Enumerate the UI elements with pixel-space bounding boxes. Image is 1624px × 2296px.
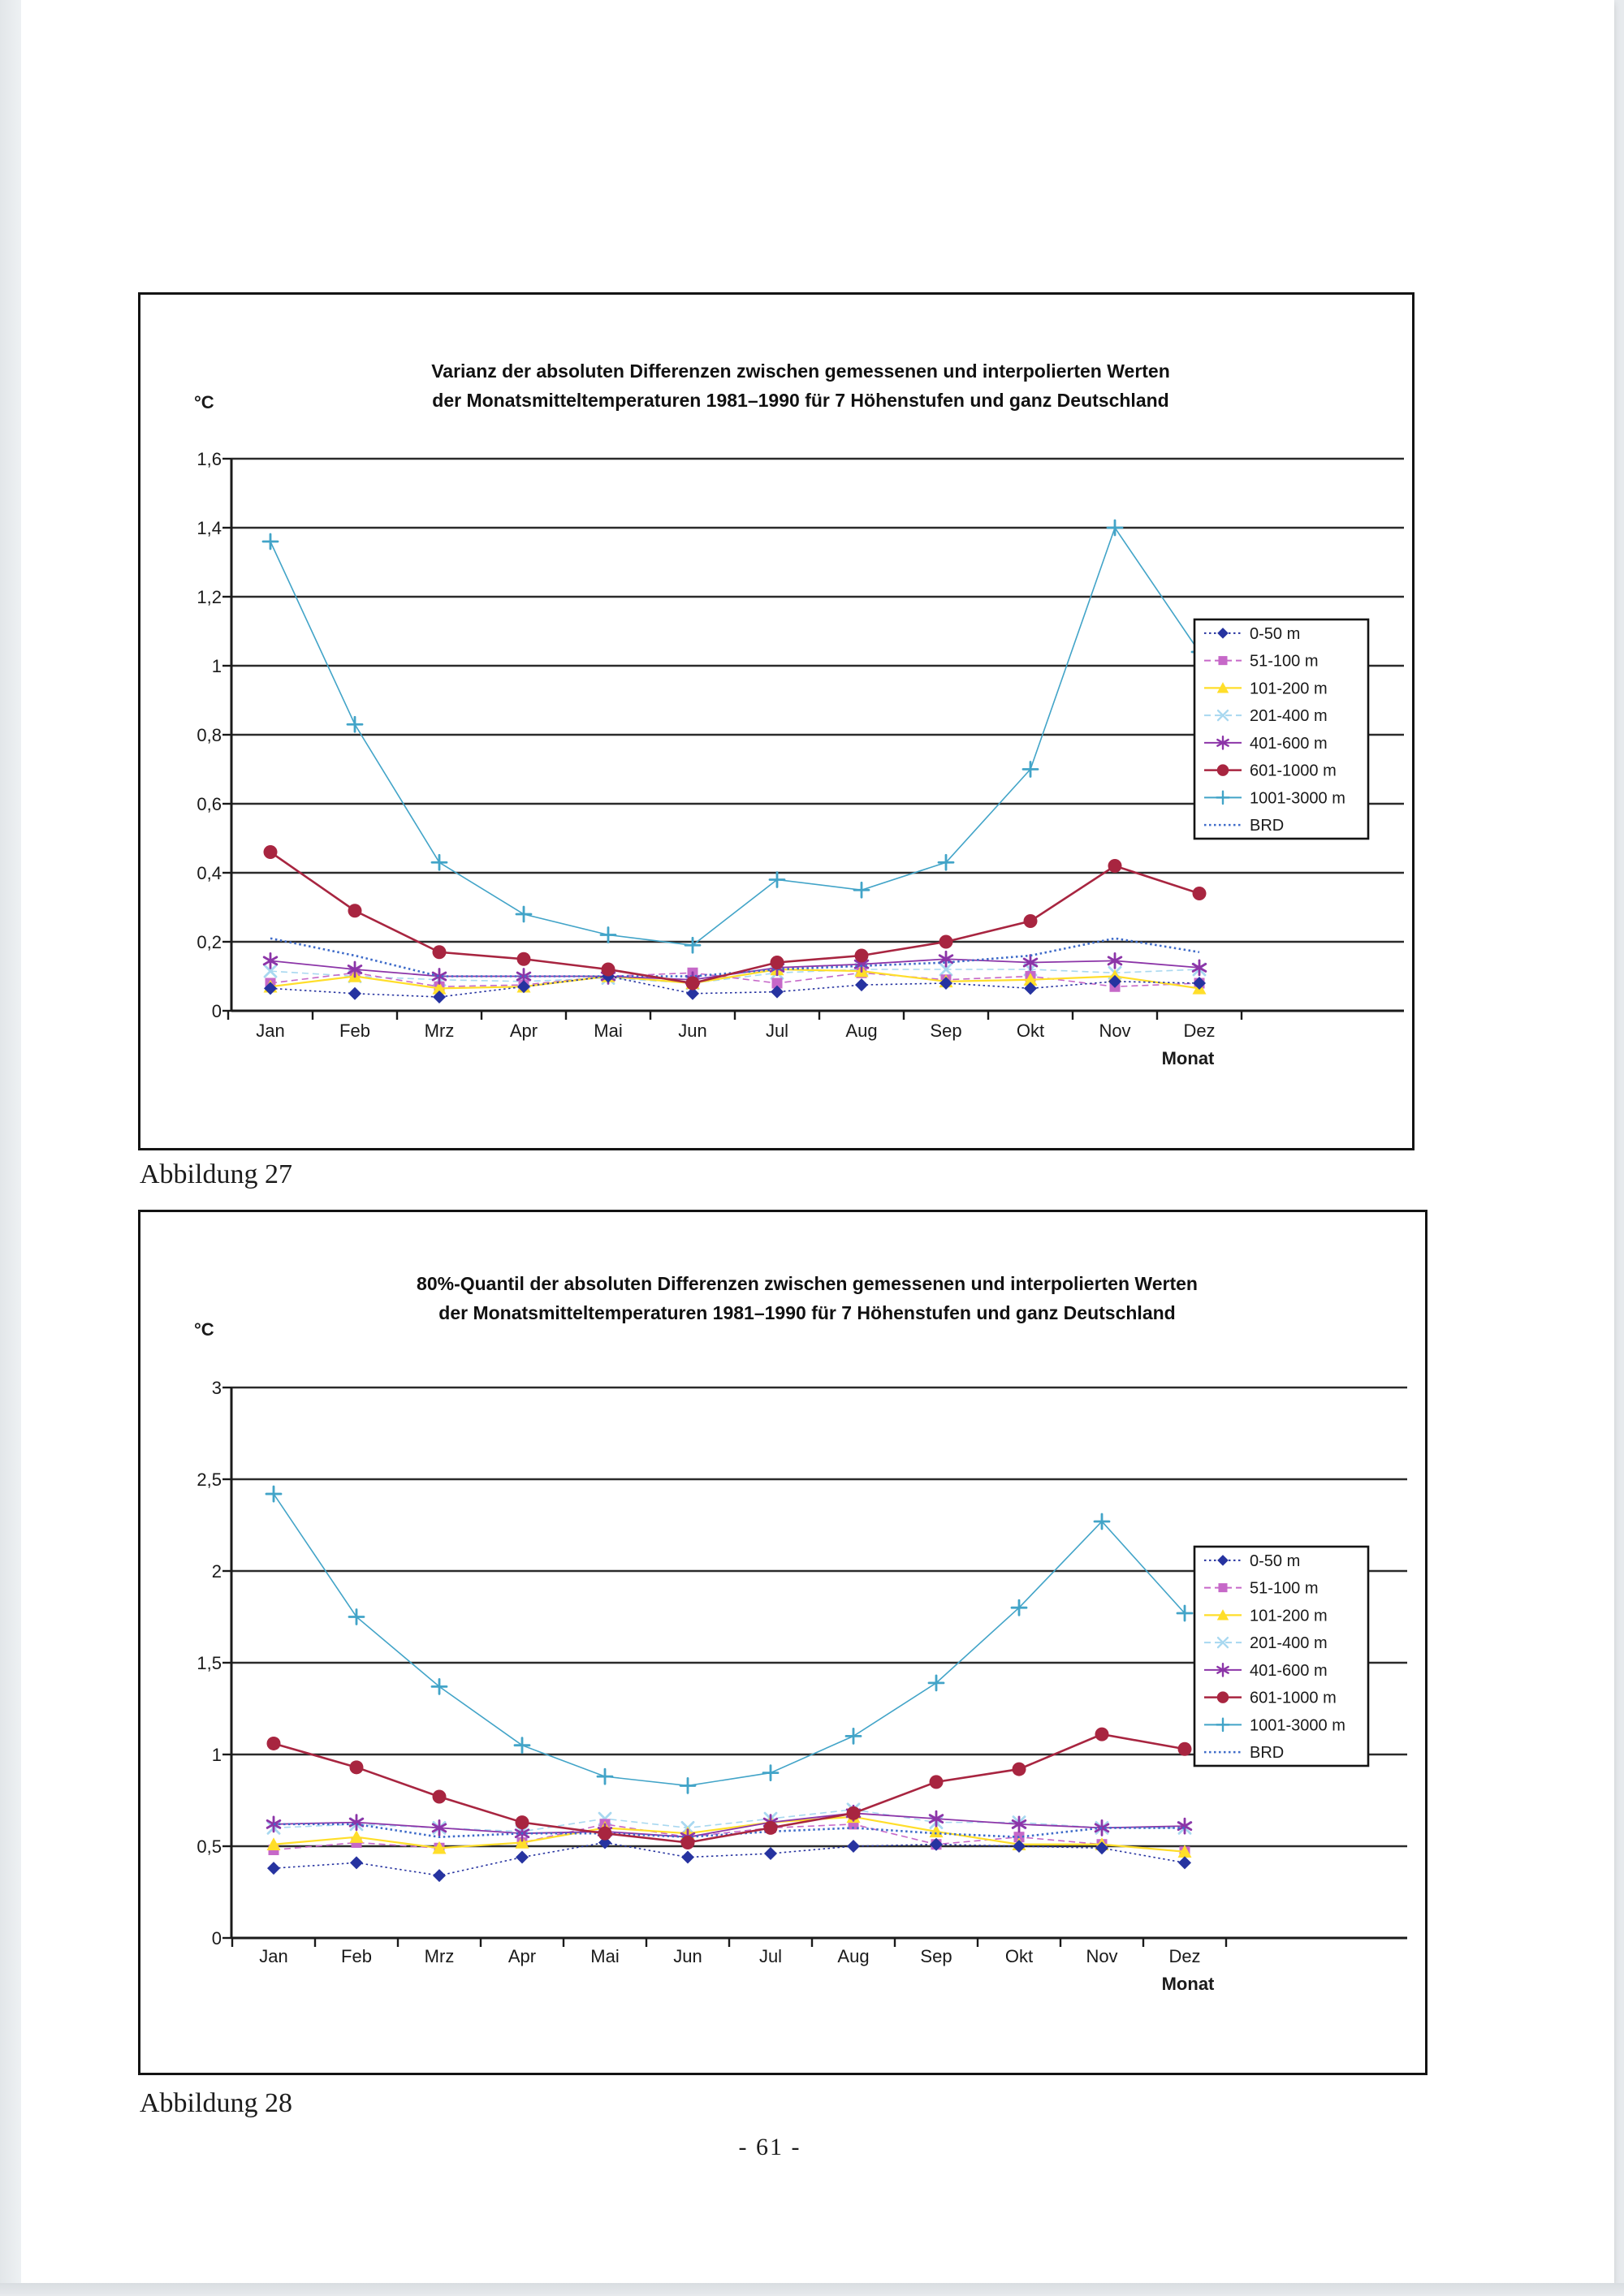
y-axis-unit: °C [194, 1319, 214, 1340]
legend-label: 51-100 m [1250, 1579, 1319, 1598]
x-tick-label: Mrz [424, 1946, 455, 1966]
y-tick-label: 2 [211, 1561, 222, 1582]
legend-label: 201-400 m [1250, 1634, 1328, 1653]
x-tick-label: Feb [339, 1021, 370, 1041]
x-tick-label: Dez [1168, 1946, 1201, 1966]
legend-label: BRD [1250, 817, 1285, 835]
y-tick-label: 1,4 [197, 518, 222, 538]
chart-27-title-line1: Varianz der absoluten Differenzen zwischen gemessenen und interpolierten Werten [431, 360, 1170, 382]
y-tick-label: 1,2 [197, 587, 222, 607]
chart-27-plot [140, 295, 1407, 1143]
chart-28-title-line2: der Monatsmitteltemperaturen 1981–1990 für 7 Höhenstufen und ganz Deutschland [438, 1302, 1176, 1323]
chart-27-title-line2: der Monatsmitteltemperaturen 1981–1990 für 7 Höhenstufen und ganz Deutschland [432, 390, 1169, 411]
scan-edge-strip [0, 0, 21, 2283]
legend-label: 51-100 m [1250, 652, 1319, 671]
legend-label: 1001-3000 m [1250, 1716, 1345, 1735]
series-401-600-m [264, 952, 1206, 987]
x-tick-label: Jul [758, 1946, 783, 1966]
x-tick-label: Dez [1183, 1021, 1216, 1041]
x-tick-label: Feb [341, 1946, 372, 1966]
x-tick-label: Jul [765, 1021, 789, 1041]
y-axis-unit: °C [194, 392, 214, 412]
x-axis-labels [256, 1021, 1215, 1041]
legend-label: 601-1000 m [1250, 762, 1337, 780]
legend [1194, 1547, 1368, 1766]
series-401-600-m [267, 1806, 1191, 1844]
x-tick-label: Jun [673, 1946, 702, 1966]
x-tick-label: Okt [1016, 1021, 1045, 1041]
y-tick-label: 1 [211, 656, 222, 676]
x-tick-label: Mrz [424, 1021, 455, 1041]
x-axis-title: Monat [1161, 1974, 1215, 1994]
chart-27-title [197, 356, 1404, 415]
legend-label: 101-200 m [1250, 680, 1328, 698]
y-tick-label: 0,6 [197, 794, 222, 814]
x-tick-label: Sep [920, 1946, 952, 1966]
x-tick-label: Aug [845, 1021, 878, 1041]
x-tick-label: Mai [594, 1021, 623, 1041]
y-tick-label: 1,5 [197, 1653, 222, 1673]
series-1001-3000-m [263, 520, 1207, 952]
document-page [21, 0, 1614, 2283]
figure-caption-28: Abbildung 28 [140, 2088, 292, 2118]
x-tick-label: Nov [1099, 1021, 1131, 1041]
x-tick-label: Jan [259, 1946, 288, 1966]
legend-label: 201-400 m [1250, 707, 1328, 726]
x-tick-label: Aug [837, 1946, 870, 1966]
series-group [263, 520, 1207, 1003]
chart-28-plot [140, 1212, 1420, 2068]
y-tick-label: 0,4 [197, 863, 222, 883]
series-1001-3000-m [266, 1487, 1192, 1793]
y-tick-label: 0 [211, 1928, 222, 1949]
scan-bottom-strip [0, 2283, 1624, 2296]
y-tick-label: 0,2 [197, 932, 222, 952]
y-tick-label: 1 [211, 1745, 222, 1765]
x-tick-label: Jan [256, 1021, 285, 1041]
y-axis-labels [197, 449, 222, 1021]
legend-label: 101-200 m [1250, 1607, 1328, 1625]
legend-item-401-600-m [1204, 735, 1328, 753]
page-number: - 61 - [738, 2134, 801, 2160]
legend [1194, 619, 1368, 839]
x-tick-label: Okt [1004, 1946, 1034, 1966]
series-brd [270, 939, 1199, 977]
x-tick-label: Jun [678, 1021, 707, 1041]
figure-caption-27: Abbildung 27 [140, 1159, 292, 1189]
y-tick-label: 2,5 [197, 1470, 222, 1490]
legend-item-401-600-m [1204, 1662, 1328, 1680]
x-axis-labels [259, 1946, 1200, 1966]
x-tick-label: Apr [508, 1946, 537, 1966]
legend-label: 401-600 m [1250, 734, 1328, 753]
x-tick-label: Nov [1086, 1946, 1118, 1966]
legend-label: 0-50 m [1250, 624, 1301, 643]
y-axis-labels [197, 1378, 222, 1949]
legend-label: 601-1000 m [1250, 1689, 1337, 1707]
figure-box-abbildung-27 [138, 292, 1415, 1150]
x-tick-label: Sep [930, 1021, 962, 1041]
y-tick-label: 0,8 [197, 725, 222, 745]
legend-label: 1001-3000 m [1250, 789, 1345, 808]
series-0-50-m [264, 970, 1206, 1004]
y-tick-label: 3 [211, 1378, 222, 1398]
y-tick-label: 1,6 [197, 449, 222, 469]
y-tick-label: 0,5 [197, 1836, 222, 1857]
y-tick-label: 0 [211, 1001, 222, 1021]
figure-box-abbildung-28 [138, 1210, 1427, 2075]
series-group [266, 1487, 1192, 1882]
legend-label: 401-600 m [1250, 1661, 1328, 1680]
legend-label: 0-50 m [1250, 1552, 1301, 1570]
legend-label: BRD [1250, 1744, 1285, 1763]
chart-28-title [197, 1269, 1417, 1327]
x-tick-label: Mai [590, 1946, 620, 1966]
x-tick-label: Apr [509, 1021, 538, 1041]
chart-28-title-line1: 80%-Quantil der absoluten Differenzen zwischen gemessenen und interpolierten Werten [417, 1273, 1198, 1294]
x-axis-title: Monat [1161, 1048, 1215, 1068]
